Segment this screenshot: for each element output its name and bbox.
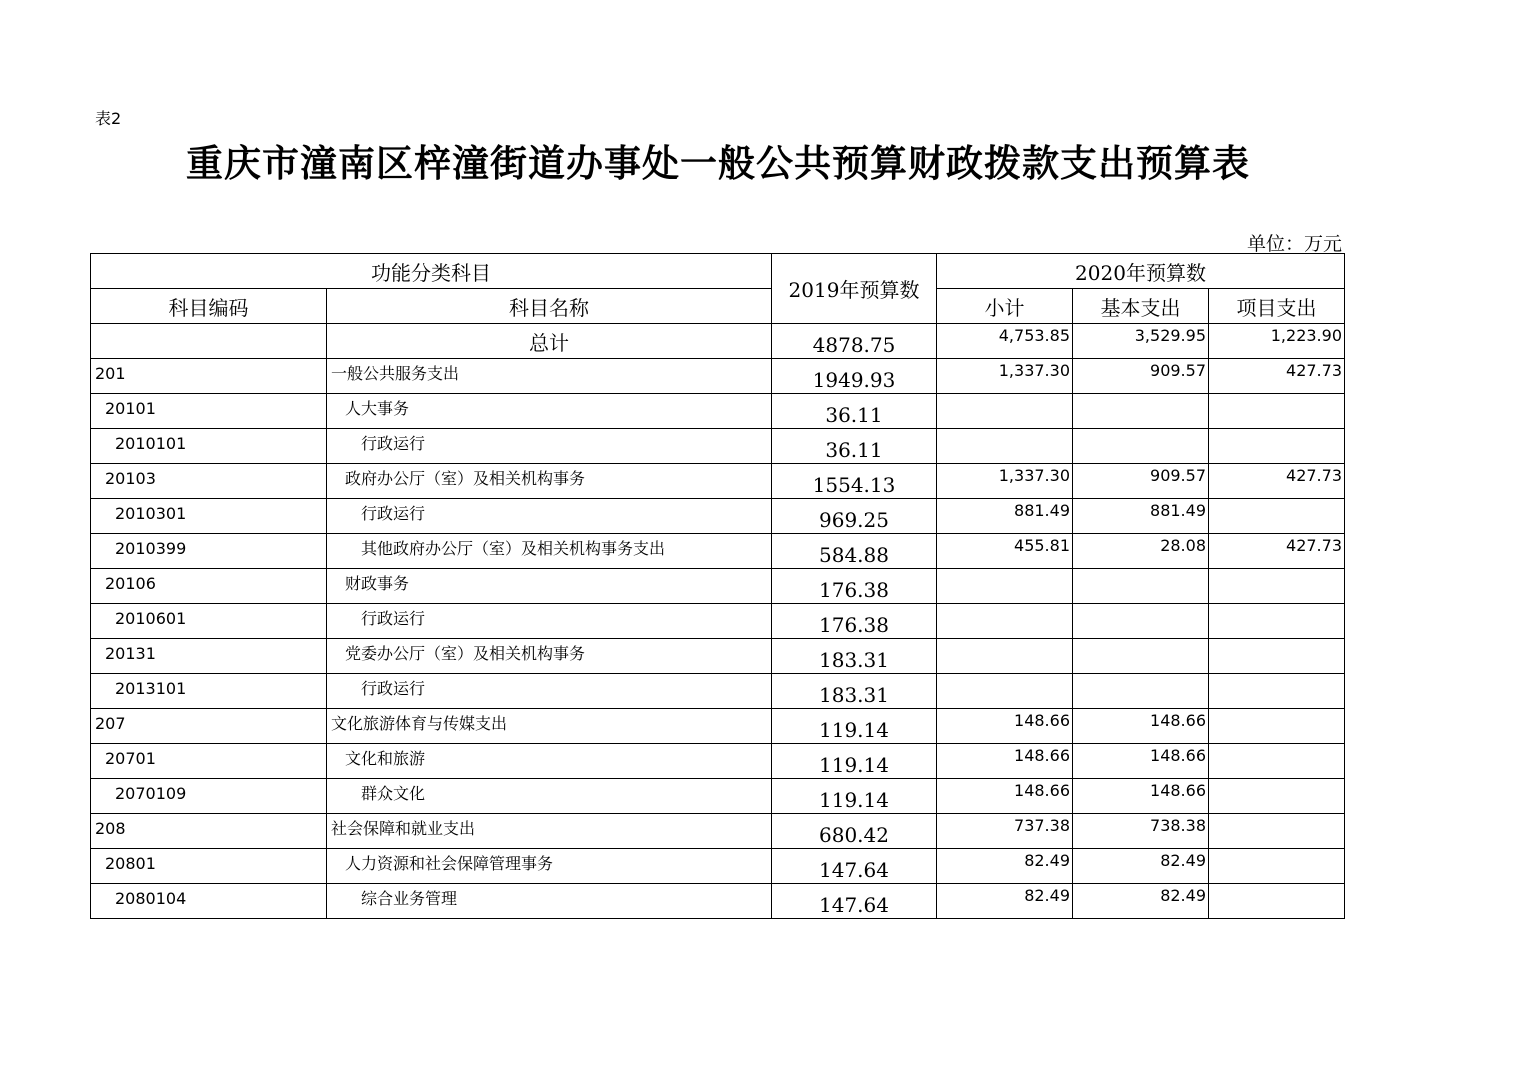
row-name: 社会保障和就业支出 bbox=[327, 814, 772, 849]
table-row bbox=[91, 604, 1345, 639]
total-row bbox=[91, 324, 1345, 359]
row-code: 20106 bbox=[91, 569, 327, 604]
header-budget-2020: 2020年预算数 bbox=[937, 254, 1345, 289]
row-subtotal: 82.49 bbox=[937, 884, 1073, 919]
row-name: 人大事务 bbox=[327, 394, 772, 429]
row-project bbox=[1209, 814, 1345, 849]
table-row bbox=[91, 499, 1345, 534]
row-project bbox=[1209, 604, 1345, 639]
row-subtotal: 1,337.30 bbox=[937, 359, 1073, 394]
row-subtotal bbox=[937, 569, 1073, 604]
table-row bbox=[91, 709, 1345, 744]
row-2019: 1554.13 bbox=[772, 464, 937, 499]
row-name: 行政运行 bbox=[327, 499, 772, 534]
row-2019: 119.14 bbox=[772, 744, 937, 779]
total-subtotal: 4,753.85 bbox=[937, 324, 1073, 359]
row-code: 20101 bbox=[91, 394, 327, 429]
row-basic bbox=[1073, 674, 1209, 709]
row-2019: 183.31 bbox=[772, 674, 937, 709]
row-code: 20801 bbox=[91, 849, 327, 884]
row-subtotal bbox=[937, 604, 1073, 639]
table-row bbox=[91, 569, 1345, 604]
row-project bbox=[1209, 429, 1345, 464]
row-project: 427.73 bbox=[1209, 359, 1345, 394]
row-project bbox=[1209, 779, 1345, 814]
row-code: 2080104 bbox=[91, 884, 327, 919]
row-name: 财政事务 bbox=[327, 569, 772, 604]
table-row bbox=[91, 429, 1345, 464]
total-code-cell bbox=[91, 324, 327, 359]
row-project bbox=[1209, 499, 1345, 534]
row-basic bbox=[1073, 604, 1209, 639]
row-code: 20701 bbox=[91, 744, 327, 779]
row-subtotal: 881.49 bbox=[937, 499, 1073, 534]
row-subtotal: 737.38 bbox=[937, 814, 1073, 849]
row-2019: 119.14 bbox=[772, 779, 937, 814]
row-subtotal: 148.66 bbox=[937, 779, 1073, 814]
row-name: 文化和旅游 bbox=[327, 744, 772, 779]
row-name: 行政运行 bbox=[327, 604, 772, 639]
row-basic: 148.66 bbox=[1073, 709, 1209, 744]
row-basic bbox=[1073, 429, 1209, 464]
total-2019: 4878.75 bbox=[772, 324, 937, 359]
row-2019: 119.14 bbox=[772, 709, 937, 744]
row-basic: 738.38 bbox=[1073, 814, 1209, 849]
row-project bbox=[1209, 849, 1345, 884]
row-name: 行政运行 bbox=[327, 674, 772, 709]
row-basic bbox=[1073, 394, 1209, 429]
table-row bbox=[91, 359, 1345, 394]
row-project bbox=[1209, 569, 1345, 604]
header-name: 科目名称 bbox=[327, 289, 772, 324]
row-2019: 147.64 bbox=[772, 849, 937, 884]
row-project bbox=[1209, 639, 1345, 674]
row-2019: 969.25 bbox=[772, 499, 937, 534]
row-code: 208 bbox=[91, 814, 327, 849]
row-basic: 82.49 bbox=[1073, 884, 1209, 919]
row-code: 207 bbox=[91, 709, 327, 744]
row-basic: 148.66 bbox=[1073, 744, 1209, 779]
header-subtotal: 小计 bbox=[937, 289, 1073, 324]
row-name: 文化旅游体育与传媒支出 bbox=[327, 709, 772, 744]
header-basic: 基本支出 bbox=[1073, 289, 1209, 324]
row-basic: 909.57 bbox=[1073, 359, 1209, 394]
row-code: 20103 bbox=[91, 464, 327, 499]
row-basic: 881.49 bbox=[1073, 499, 1209, 534]
row-code: 2010601 bbox=[91, 604, 327, 639]
row-basic bbox=[1073, 569, 1209, 604]
row-project: 427.73 bbox=[1209, 534, 1345, 569]
row-project bbox=[1209, 674, 1345, 709]
row-2019: 147.64 bbox=[772, 884, 937, 919]
row-project bbox=[1209, 709, 1345, 744]
row-code: 2013101 bbox=[91, 674, 327, 709]
header-row-1 bbox=[91, 254, 1345, 289]
table-row bbox=[91, 814, 1345, 849]
row-subtotal: 455.81 bbox=[937, 534, 1073, 569]
row-code: 2010101 bbox=[91, 429, 327, 464]
row-subtotal: 148.66 bbox=[937, 709, 1073, 744]
table-row bbox=[91, 464, 1345, 499]
budget-table bbox=[90, 253, 1345, 919]
table-row bbox=[91, 639, 1345, 674]
header-budget-2019: 2019年预算数 bbox=[772, 254, 937, 324]
row-subtotal bbox=[937, 639, 1073, 674]
row-code: 20131 bbox=[91, 639, 327, 674]
total-label: 总计 bbox=[327, 324, 772, 359]
row-2019: 36.11 bbox=[772, 429, 937, 464]
table-row bbox=[91, 884, 1345, 919]
row-code: 2010399 bbox=[91, 534, 327, 569]
row-code: 2010301 bbox=[91, 499, 327, 534]
total-project: 1,223.90 bbox=[1209, 324, 1345, 359]
table-row bbox=[91, 744, 1345, 779]
row-name: 综合业务管理 bbox=[327, 884, 772, 919]
row-2019: 176.38 bbox=[772, 604, 937, 639]
header-code: 科目编码 bbox=[91, 289, 327, 324]
table-row bbox=[91, 779, 1345, 814]
row-subtotal bbox=[937, 429, 1073, 464]
row-subtotal bbox=[937, 394, 1073, 429]
row-name: 党委办公厅（室）及相关机构事务 bbox=[327, 639, 772, 674]
row-project: 427.73 bbox=[1209, 464, 1345, 499]
row-subtotal: 82.49 bbox=[937, 849, 1073, 884]
row-name: 其他政府办公厅（室）及相关机构事务支出 bbox=[327, 534, 772, 569]
total-basic: 3,529.95 bbox=[1073, 324, 1209, 359]
row-project bbox=[1209, 394, 1345, 429]
page-title: 重庆市潼南区梓潼街道办事处一般公共预算财政拨款支出预算表 bbox=[186, 142, 1250, 185]
row-2019: 176.38 bbox=[772, 569, 937, 604]
row-subtotal: 148.66 bbox=[937, 744, 1073, 779]
row-2019: 1949.93 bbox=[772, 359, 937, 394]
header-row-2 bbox=[91, 289, 1345, 324]
row-basic bbox=[1073, 639, 1209, 674]
row-name: 政府办公厅（室）及相关机构事务 bbox=[327, 464, 772, 499]
row-2019: 183.31 bbox=[772, 639, 937, 674]
table-row bbox=[91, 394, 1345, 429]
row-project bbox=[1209, 744, 1345, 779]
row-basic: 909.57 bbox=[1073, 464, 1209, 499]
row-basic: 28.08 bbox=[1073, 534, 1209, 569]
row-code: 201 bbox=[91, 359, 327, 394]
row-name: 行政运行 bbox=[327, 429, 772, 464]
row-subtotal bbox=[937, 674, 1073, 709]
table-number: 表2 bbox=[95, 109, 122, 128]
row-2019: 680.42 bbox=[772, 814, 937, 849]
row-code: 2070109 bbox=[91, 779, 327, 814]
row-2019: 36.11 bbox=[772, 394, 937, 429]
row-subtotal: 1,337.30 bbox=[937, 464, 1073, 499]
row-name: 人力资源和社会保障管理事务 bbox=[327, 849, 772, 884]
row-name: 群众文化 bbox=[327, 779, 772, 814]
table-row bbox=[91, 534, 1345, 569]
header-project: 项目支出 bbox=[1209, 289, 1345, 324]
row-project bbox=[1209, 884, 1345, 919]
unit-label: 单位：万元 bbox=[1246, 233, 1342, 255]
row-basic: 82.49 bbox=[1073, 849, 1209, 884]
row-name: 一般公共服务支出 bbox=[327, 359, 772, 394]
header-func-class: 功能分类科目 bbox=[91, 254, 772, 289]
row-2019: 584.88 bbox=[772, 534, 937, 569]
table-row bbox=[91, 849, 1345, 884]
row-basic: 148.66 bbox=[1073, 779, 1209, 814]
table-row bbox=[91, 674, 1345, 709]
